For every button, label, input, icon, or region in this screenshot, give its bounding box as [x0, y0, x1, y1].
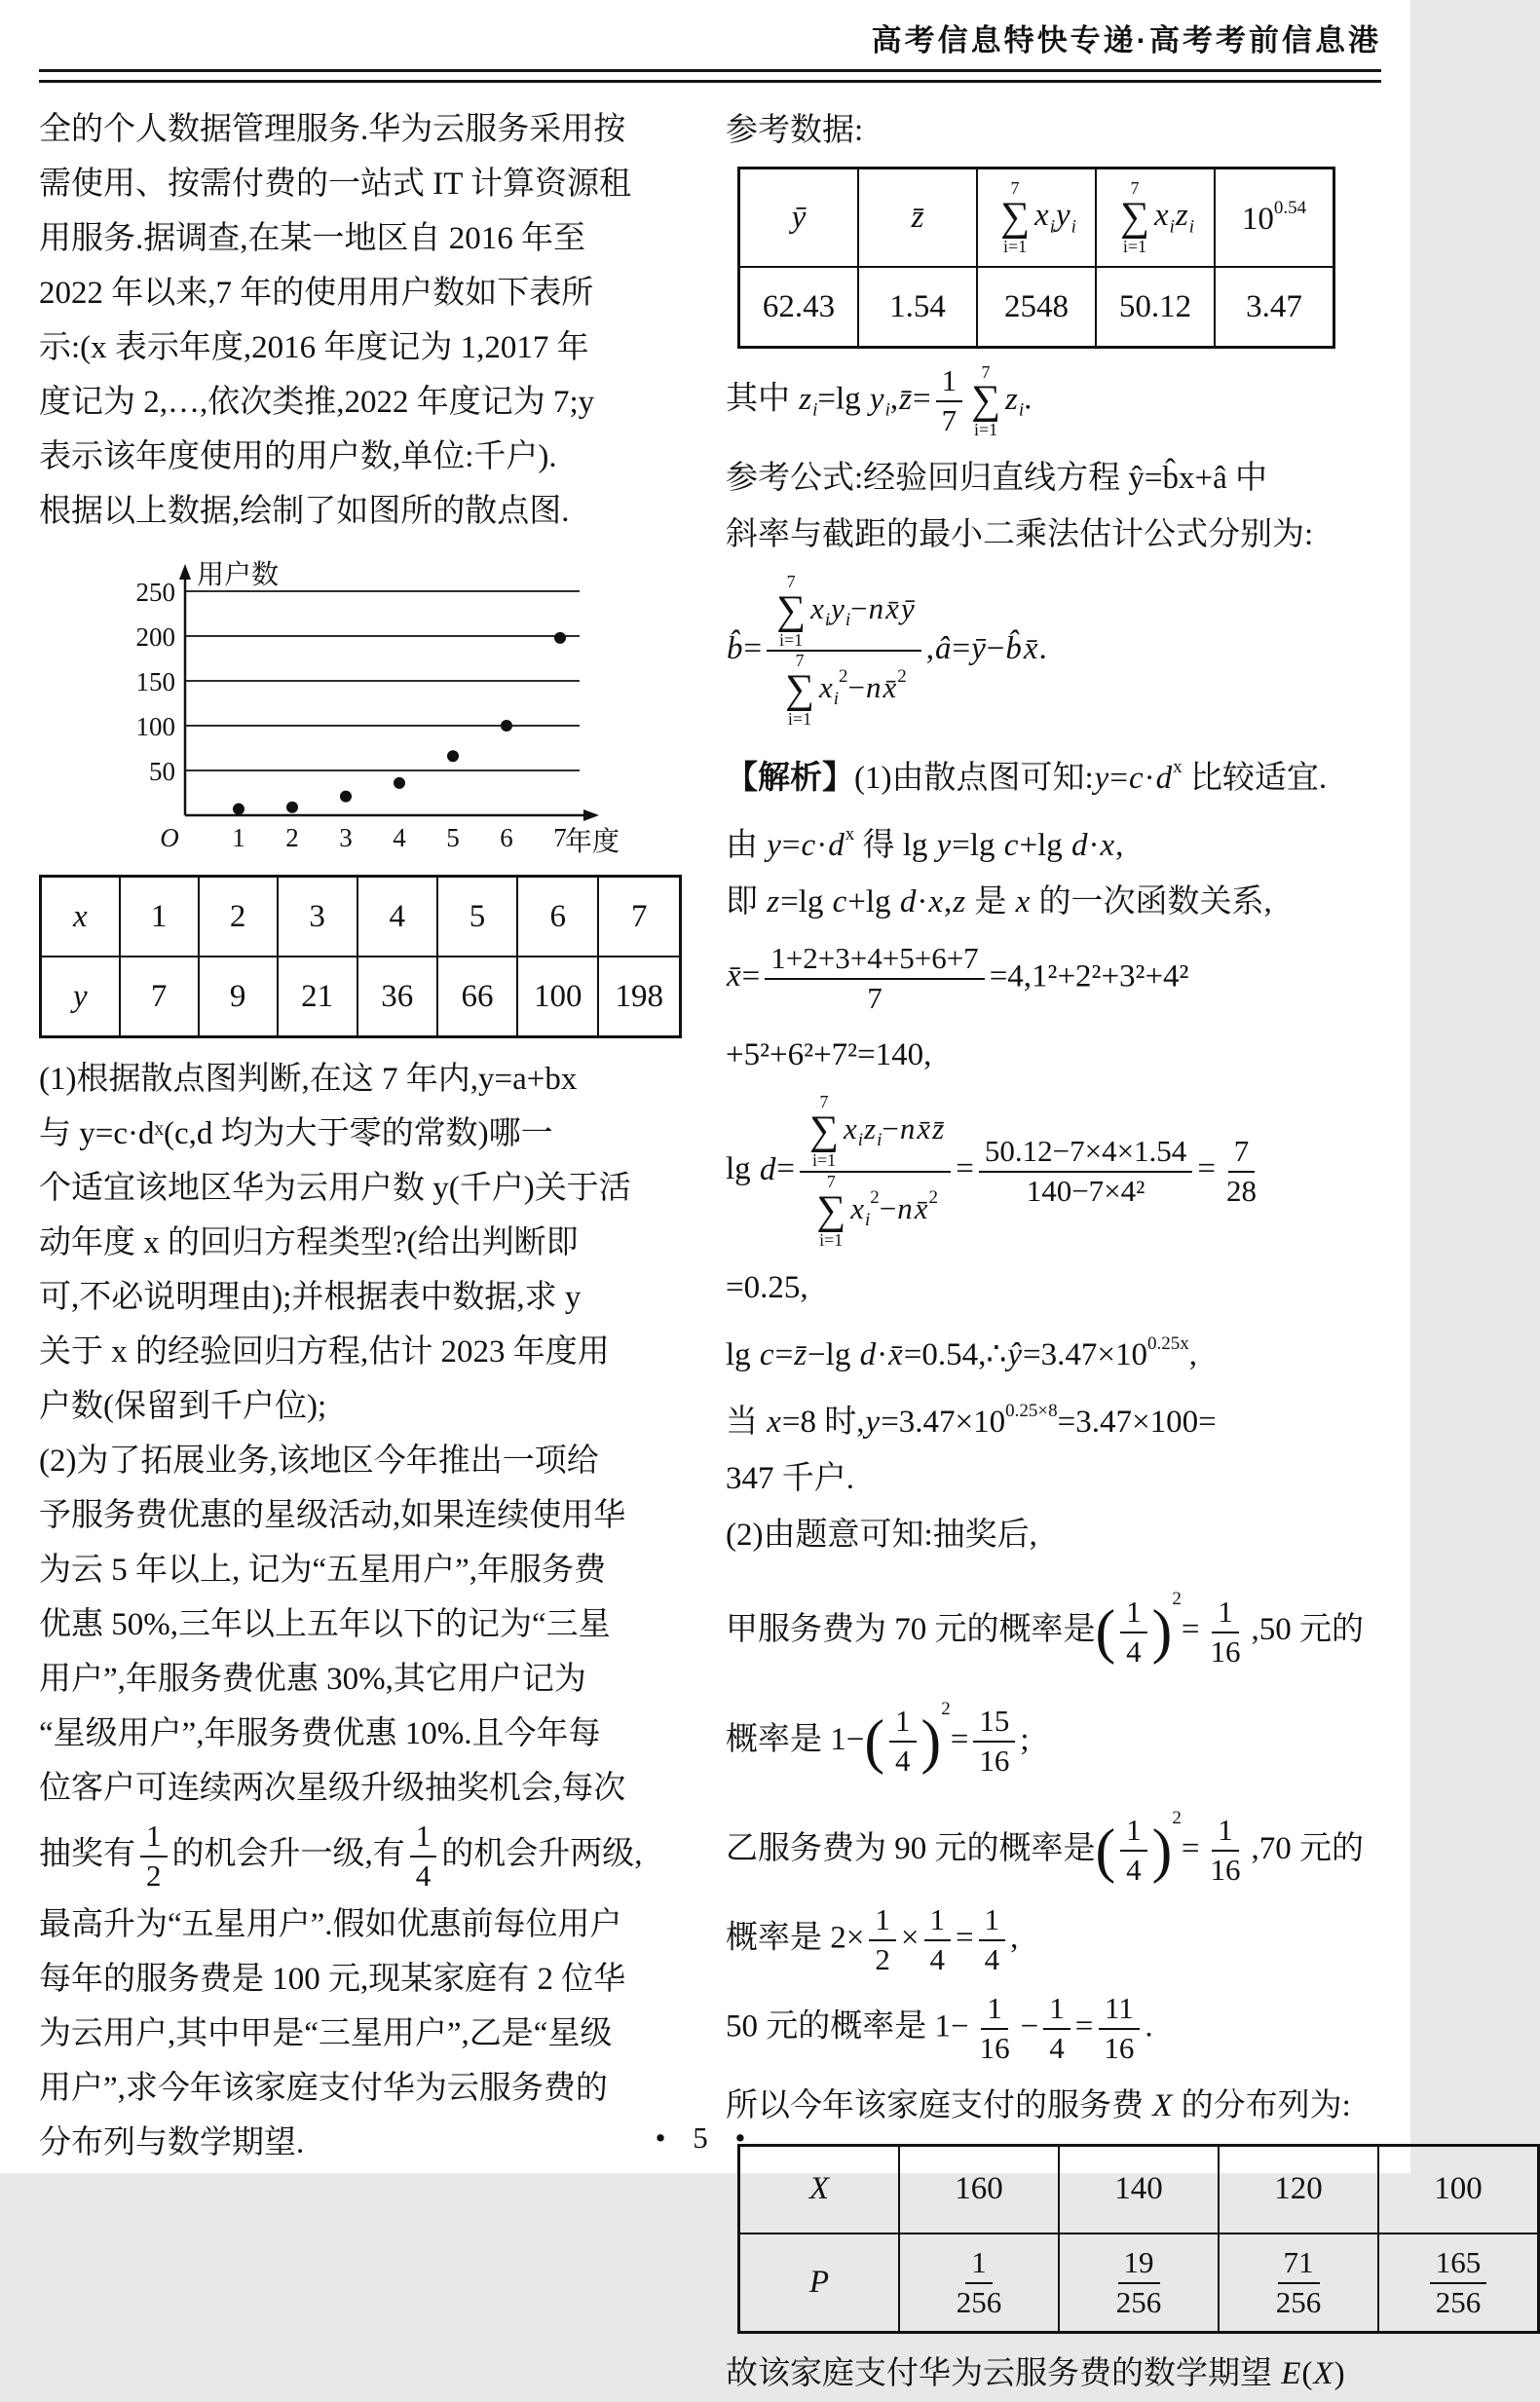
- two-column-body: [0, 83, 1483, 2402]
- svg-text:2: 2: [285, 823, 299, 852]
- svg-text:100: 100: [135, 712, 175, 741]
- left-column: [39, 102, 687, 2402]
- svg-text:50: 50: [149, 757, 175, 786]
- header-divider: [39, 69, 1381, 83]
- svg-text:6: 6: [500, 823, 513, 852]
- question-2: (2)为了拓展业务,该地区今年推出一项给 予服务费优惠的星级活动,如果连续使用华 为云 5 年以上, 记为“五星用户”,年服务费 优惠 50%,三年以上五年以下的记为“三星 用户”,年服务费优惠 30%,其它用户记为 “星级用户”,年服务费优惠 10%.且今年每 位客户可连续两次星级升级抽奖机会,每次 抽奖有 $\frac{1}{2}$ 的机会升一级,有 $\frac{1}{4}$ 的机会升两级, 最高升为“五星用户”.假如优惠前每位用户 每年的服务费是 100 元,现某家庭有 2 位华 为云用户,其中甲是“三星用户”,乙是“星级 用户”,求今年该家庭支付华为云服务费的 分布列与数学期望.: [39, 1444, 643, 2160]
- distribution-table: X 160 140 120 100 P $\frac{1}{256}$ $\frac{19}{256}$ $\frac{71}{256}$ $\frac{165}{256}$: [737, 2144, 1540, 2335]
- xy-data-table: x 1 2 3 4 5 6 7 y 7 9 21 36 66 100 198: [39, 875, 682, 1038]
- scatter-chart: [39, 554, 687, 869]
- svg-text:5: 5: [446, 823, 460, 852]
- solution-body: 其中 $z_i=\lg$ $y_i,z̄=$ $\frac{1}{7}$ 7 ∑ i=1 $z_i$. 参考公式:经验回归直线方程 ŷ=b̂x+â 中 斜率与截距的最小二乘法估计公式分别为: b̂= 7 ∑ i=1 $x_iy_i-nx̄ȳ$ 7 ∑ i=1 $x_i^2-nx̄^2$ ,â=ȳ−b̂x̄. 【解析】(1)由散点图可知$:y=c\cdot d^x$ 比较适宜. 由 $y=c\cdot d^x$ 得 lg y=lg c+lg d·x, 即 z=lg c+lg d·x,z 是 x 的一次函数关系, x̄= $\frac{1+2+3+4+5+6+7}{7}$ =4,1²+2²+3²+4² +5²+6²+7²=140, lg d= 7 ∑ i=1 $x_iz_i-nx̄z̄$ 7 ∑ i=1 $x_i^2-nx̄^2$ = $\frac{50.12-7\times 4\times 1.54}{\text{140−7×4²}}$ = $\frac{7}{28}$ =0.25, lg c=z̄−lg $d\cdot x̄=0.54,\therefore ŷ=3.47\times 10^{0.25x}$, 当 x=8 时$,y=3.47\times 10^{0.25\times 8}=3.47\times 100=$ 347 千户. (2)由题意可知:抽奖后, 甲服务费为 70 元的概率是( $\frac{1}{4}$ )$^2$= $\frac{1}{16}$ ,50 元的 概率是 1−( $\frac{1}{4}$ )$^2$= $\frac{15}{16}$ ; 乙服务费为 90 元的概率是( $\frac{1}{4}$ )$^2$= $\frac{1}{16}$ ,70 元的 概率是 2× $\frac{1}{2}$ × $\frac{1}{4}$ = $\frac{1}{4}$ , 50 元的概率是 1− $\frac{1}{16}$ − $\frac{1}{4}$ = $\frac{11}{16}$ . 所以今年该家庭支付的服务费 X 的分布列为:: [726, 361, 1364, 2123]
- svg-text:3: 3: [339, 823, 353, 852]
- svg-text:250: 250: [135, 578, 175, 607]
- svg-text:200: 200: [135, 622, 175, 652]
- reference-data-heading: 参考数据:: [726, 113, 864, 148]
- right-column: [726, 102, 1483, 2402]
- question-1: (1)根据散点图判断,在这 7 年内,y=a+bx 与 y=c·dˣ(c,d 均为大于零的常数)哪一 个适宜该地区华为云用户数 y(千户)关于活 动年度 x 的回归方程类型?(给出判断即 可,不必说明理由);并根据表中数据,求 y 关于 x 的经验回归方程,估计 2023 年度用 户数(保留到千户位);: [39, 1062, 631, 1424]
- svg-text:7: 7: [553, 823, 567, 852]
- reference-data-table: ȳ z̄ 7 ∑ i=1 $x_iy_i$ 7 ∑ i=1 $x_iz_i$ $10^{0.54}$ 62.43 1.54 2548 50.12 3.47: [737, 167, 1335, 349]
- svg-text:1: 1: [232, 823, 245, 852]
- svg-text:年度: 年度: [564, 827, 620, 857]
- svg-text:4: 4: [393, 823, 406, 852]
- solution-ending: 故该家庭支付华为云服务费的数学期望 E(X): [726, 2356, 1345, 2392]
- svg-text:150: 150: [135, 667, 175, 696]
- svg-text:用户数: 用户数: [197, 560, 280, 590]
- page-number: • 5 •: [655, 2121, 756, 2155]
- svg-text:O: O: [160, 823, 179, 852]
- intro-paragraph: 全的个人数据管理服务.华为云服务采用按 需使用、按需付费的一站式 IT 计算资源租 用服务.据调查,在某一地区自 2016 年至 2022 年以来,7 年的使用用户数如下表所 示:(x 表示年度,2016 年度记为 1,2017 年 度记为 2,…,依次类推,2022 年度记为 7;y 表示该年度使用的用户数,单位:千户). 根据以上数据,绘制了如图所的散点图.: [39, 112, 632, 529]
- page-header-title: 高考信息特快专递·高考考前信息港: [871, 23, 1381, 57]
- page-header: [0, 0, 1410, 83]
